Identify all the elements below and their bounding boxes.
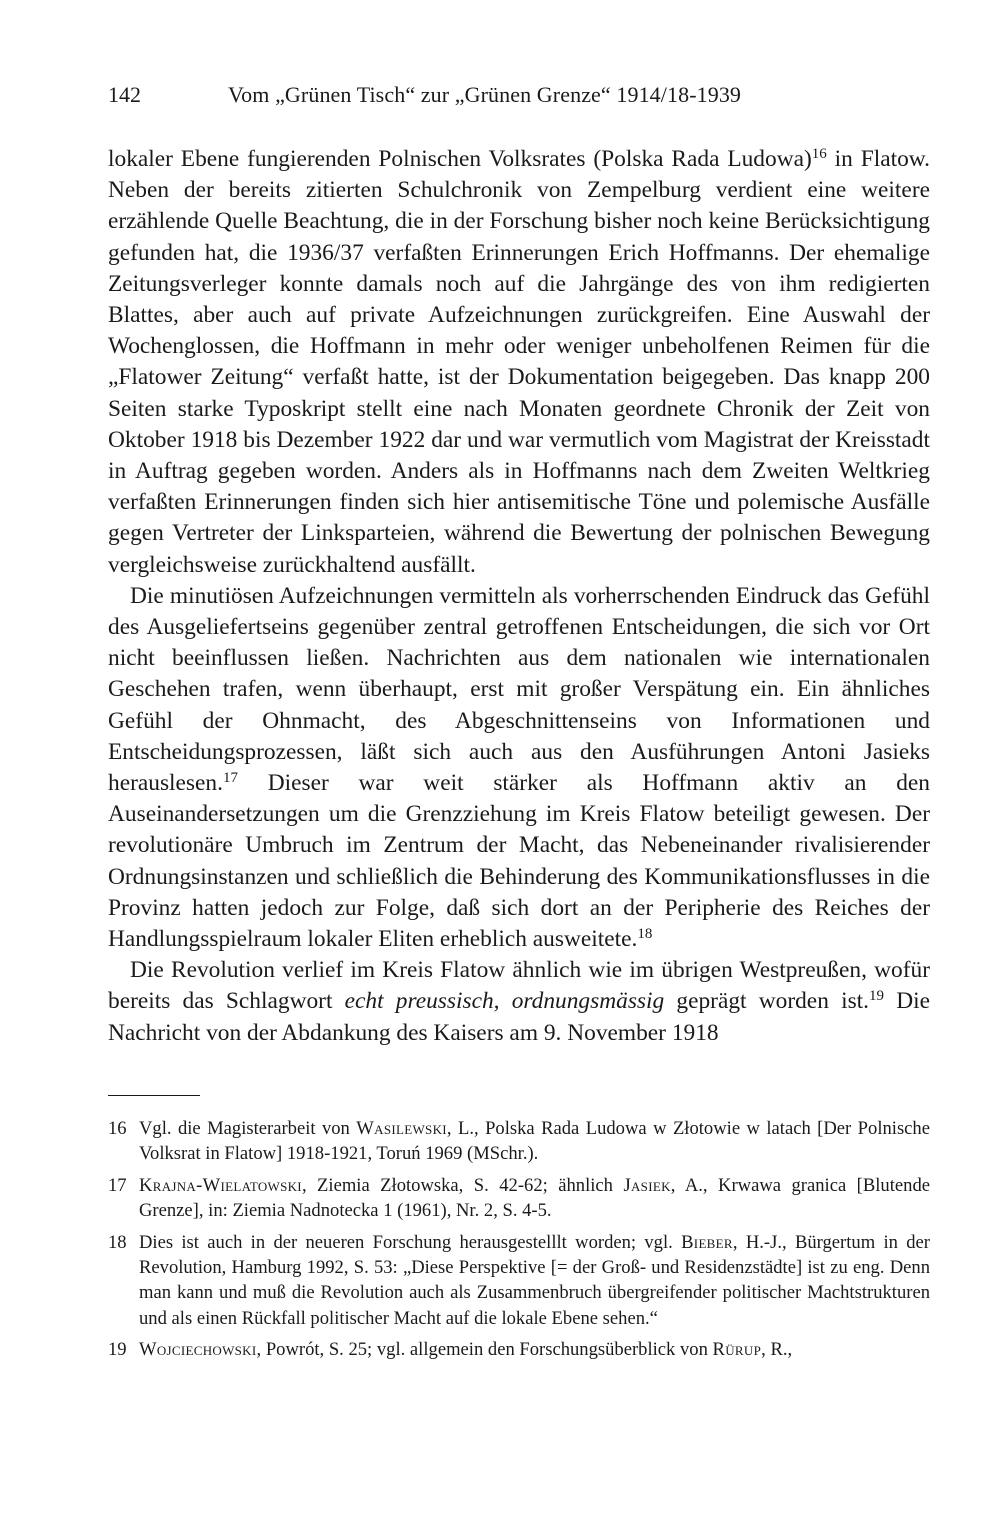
- page-number: 142: [108, 82, 141, 107]
- author-name: Krajna-Wielatowski: [139, 1174, 302, 1196]
- footnote-number: 18: [108, 1231, 127, 1253]
- footnote-ref-16[interactable]: 16: [811, 145, 827, 162]
- author-name: Wasilewski: [356, 1117, 447, 1139]
- paragraph-3-emphasis: echt preussisch, ordnungsmässig: [344, 988, 665, 1015]
- footnote-number: 17: [108, 1174, 127, 1196]
- footnote-ref-17[interactable]: 17: [222, 769, 238, 786]
- paragraph-3-text-c: Die Nachricht von der Abdankung des Kaisers am 9. November 1918: [108, 988, 930, 1046]
- book-page: [108, 78, 930, 1369]
- paragraph-2: [108, 581, 930, 955]
- paragraph-3: [108, 955, 930, 1049]
- author-name: Bieber: [681, 1231, 733, 1253]
- running-title: Vom „Grünen Tisch“ zur „Grünen Grenze“ 1914/18-1939: [228, 82, 742, 107]
- paragraph-1-text-a: lokaler Ebene fungierenden Polnischen Volksrates (Polska Rada Ludowa): [108, 146, 812, 172]
- body-text: [108, 144, 930, 1049]
- footnote-number: 16: [108, 1117, 127, 1139]
- footnote-text-b: , R.,: [761, 1339, 793, 1361]
- running-head: [108, 78, 930, 112]
- footnote-18: [108, 1230, 930, 1332]
- footnote-text: [139, 1116, 930, 1167]
- footnote-ref-19[interactable]: 19: [869, 988, 885, 1005]
- footnote-text-a: , Ziemia Złotowska, S. 42-62; ähnlich: [301, 1174, 624, 1196]
- paragraph-3-text-b: geprägt worden ist.: [664, 988, 870, 1015]
- footnote-number: 19: [108, 1339, 127, 1361]
- footnotes: [108, 1116, 930, 1363]
- author-name: Wojciechowski: [139, 1339, 257, 1361]
- footnote-text: [139, 1230, 930, 1332]
- footnote-text: [139, 1173, 930, 1224]
- paragraph-1-text-b: in Flatow. Neben der bereits zitierten Schulchronik von Zempelburg verdient eine weitere erzählende Quelle Beachtung, die in der Forschung bisher noch keine Berücksichtigung gefunden hat, die 1936/37 verfaßten Erinnerungen Erich Hoffmanns. Der ehemalige Zeitungsverleger konnte damals noch auf die Jahrgänge des von ihm redigierten Blattes, aber auch auf private Aufzeichnungen zurückgreifen. Eine Auswahl der Wochenglossen, die Hoffmann in mehr oder weniger unbeholfenen Reimen für die „Flatower Zeitung“ verfaßt hatte, ist der Dokumentation beigegeben. Das knapp 200 Seiten starke Typoskript stellt eine nach Monaten geordnete Chronik der Zeit von Oktober 1918 bis Dezember 1922 dar und war vermutlich vom Magistrat der Kreisstadt in Auftrag gegeben worden. Anders als in Hoffmanns nach dem Zweiten Weltkrieg verfaßten Erinnerungen finden sich hier antisemitische Töne und polemische Ausfälle gegen Vertreter der Linksparteien, während die Bewertung der polnischen Bewegung vergleichsweise zurückhaltend ausfällt.: [108, 146, 930, 578]
- footnote-divider: [108, 1095, 200, 1096]
- footnote-17: [108, 1173, 930, 1224]
- footnote-ref-18[interactable]: 18: [637, 925, 653, 942]
- footnote-19: [108, 1337, 930, 1362]
- footnote-text-b: , H.-J., Bürgertum in der Revolution, Hamburg 1992, S. 53: „Diese Perspektive [= der Groß- und Residenzstädte] ist zu eng. Denn man kann und muß die Revolution auch als Zusammenbruch übergreifender politischer Machtstrukturen und als einen Rückfall politischer Macht auf die lokale Ebene sehen.“: [139, 1231, 930, 1329]
- footnote-16: [108, 1116, 930, 1167]
- author-name: Rürup: [712, 1339, 762, 1361]
- paragraph-2-text-b: Dieser war weit stärker als Hoffmann aktiv an den Auseinandersetzungen um die Grenzziehung im Kreis Flatow beteiligt gewesen. Der revolutionäre Umbruch im Zentrum der Macht, das Nebeneinander rivalisierender Ordnungsinstanzen und schließlich die Behinderung des Kommunikationsflusses in die Provinz hatten jedoch zur Folge, daß sich dort an der Peripherie des Reiches der Handlungsspielraum lokaler Eliten erheblich ausweitete.: [108, 770, 930, 953]
- footnote-text-b: , A., Krwawa granica [Blutende Grenze], in: Ziemia Nadnotecka 1 (1961), Nr. 2, S. 4-5.: [139, 1174, 930, 1222]
- footnote-text-a: Vgl. die Magisterarbeit von: [139, 1117, 357, 1139]
- author-name: Jasiek: [623, 1174, 671, 1196]
- footnote-text: [139, 1337, 930, 1362]
- paragraph-2-text-a: Die minutiösen Aufzeichnungen vermitteln als vorherrschenden Eindruck das Gefühl des Ausgeliefertseins gegenüber zentral getroffenen Entscheidungen, die sich vor Ort nicht beeinflussen ließen. Nachrichten aus dem nationalen wie internationalen Geschehen trafen, wenn überhaupt, erst mit großer Verspätung ein. Ein ähnliches Gefühl der Ohnmacht, des Abgeschnittenseins von Informationen und Entscheidungsprozessen, läßt sich auch aus den Ausführungen Antoni Jasieks herauslesen.: [108, 582, 930, 797]
- footnote-text-b: , L., Polska Rada Ludowa w Złotowie w latach [Der Polnische Volksrat in Flatow] 1918-1921, Toruń 1969 (MSchr.).: [139, 1117, 930, 1165]
- paragraph-1: [108, 144, 930, 581]
- footnote-text-a: Dies ist auch in der neueren Forschung herausgestelllt worden; vgl.: [139, 1231, 682, 1253]
- footnote-text-a: , Powrót, S. 25; vgl. allgemein den Forschungsüberblick von: [256, 1339, 713, 1361]
- paragraph-3-text-a: Die Revolution verlief im Kreis Flatow ähnlich wie im übrigen Westpreußen, wofür bereits das Schlagwort: [108, 957, 930, 1015]
